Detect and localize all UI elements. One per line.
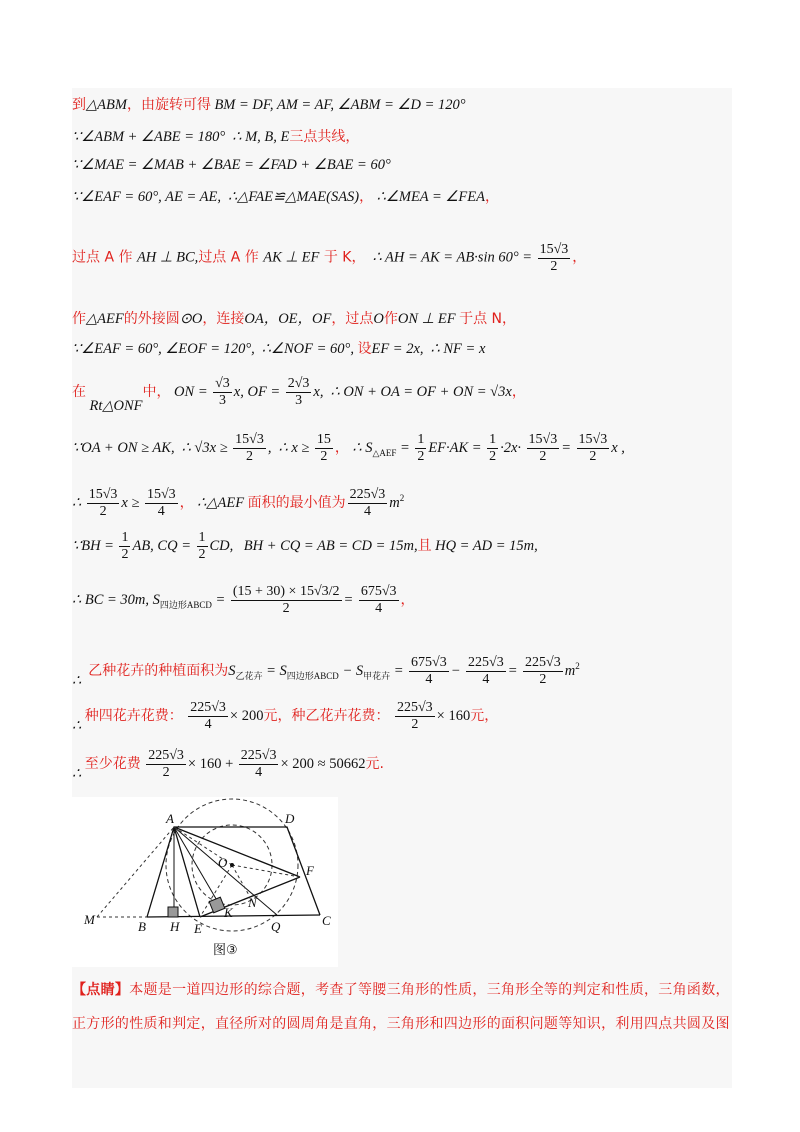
math: EF = 2x, <box>371 341 424 357</box>
fraction <box>538 242 571 275</box>
numerator: 15√3 <box>578 432 608 448</box>
text: 三点共线， <box>289 129 360 145</box>
fraction <box>527 432 560 465</box>
math: ·2x· <box>500 440 522 456</box>
solution-line-7 <box>72 340 485 359</box>
numerator: 1 <box>417 432 425 448</box>
fraction <box>213 376 232 409</box>
math: ON ⊥ EF <box>397 311 456 327</box>
numerator: 225√3 <box>240 748 277 764</box>
text: 元， <box>470 708 499 724</box>
numerator: 15√3 <box>88 487 118 503</box>
denominator: 2 <box>417 449 425 465</box>
math: ∴ <box>72 673 82 689</box>
text: 种四花卉花费： <box>84 708 183 724</box>
fraction <box>231 584 342 617</box>
solution-line-3 <box>72 156 391 175</box>
math: = S <box>262 663 287 679</box>
remark-tag: 【点睛】 <box>72 982 130 998</box>
subscript: 四边形ABCD <box>286 671 339 681</box>
denominator: 4 <box>363 504 371 520</box>
numerator: 1 <box>489 432 497 448</box>
text: ， <box>359 189 374 205</box>
solution-line-11 <box>72 528 538 565</box>
text: 面积的最小值为 <box>247 495 346 511</box>
math: ∵∠MAE = ∠MAB + ∠BAE = ∠FAD + ∠BAE = 60° <box>72 157 391 173</box>
fraction <box>577 432 610 465</box>
solution-line-4 <box>72 188 499 207</box>
math: S <box>228 663 236 679</box>
text: 中， <box>142 384 171 400</box>
fraction <box>415 432 426 465</box>
numerator: 15√3 <box>146 487 176 503</box>
text: 元，种乙花卉花费： <box>263 708 390 724</box>
solution-line-2 <box>72 128 359 147</box>
math: ∴ √3x ≥ <box>181 440 228 456</box>
math: Rt△ONF <box>89 398 143 414</box>
label-a: A <box>166 811 174 826</box>
text: 至少花费 <box>84 756 141 772</box>
numerator: 225√3 <box>525 655 561 671</box>
numerator: (15 + 30) × 15√3/2 <box>232 584 340 600</box>
numerator: 15√3 <box>235 432 264 448</box>
text: ，过点 <box>331 311 374 327</box>
fraction <box>315 432 333 465</box>
text: 乙种花卉的种植面积为 <box>88 663 229 679</box>
solution-line-1 <box>72 96 466 115</box>
right-angle-h <box>168 907 178 917</box>
segment-ma <box>97 827 174 917</box>
numerator: 225√3 <box>396 700 433 716</box>
math: AH ⊥ BC, <box>136 249 199 266</box>
segment-aq <box>174 827 277 915</box>
math: OA，OE，OF <box>244 311 332 327</box>
text: 且 <box>417 538 432 554</box>
numerator: 675√3 <box>360 584 397 600</box>
numerator: 675√3 <box>411 655 447 671</box>
label-b: B <box>138 919 146 934</box>
denominator: 2 <box>162 765 170 781</box>
text: 的外接圆 <box>123 311 180 327</box>
denominator: 2 <box>411 717 419 733</box>
label-q: Q <box>271 919 281 934</box>
numerator: 1 <box>121 530 129 546</box>
math: = <box>396 440 410 456</box>
math: x , <box>611 440 625 456</box>
remark-paragraph <box>72 973 732 1041</box>
math: ∴△FAE≌△MAE(SAS) <box>227 189 360 205</box>
solution-line-6 <box>72 310 516 329</box>
geometry-figure-svg <box>72 797 338 967</box>
numerator: 1 <box>198 530 206 546</box>
fraction <box>359 584 399 617</box>
label-k: K <box>224 905 233 920</box>
math: HQ = AD = 15m, <box>435 538 538 554</box>
text: ， <box>572 249 587 266</box>
math: ∴ <box>72 718 82 734</box>
solution-line-13 <box>72 648 580 694</box>
text: ， <box>511 384 526 400</box>
math: ∴ ON + OA = OF + ON = √3x <box>330 384 512 400</box>
point-o <box>230 863 234 867</box>
fraction <box>409 655 449 688</box>
fraction <box>119 530 130 563</box>
segment-ae <box>174 827 200 917</box>
math: × 160 <box>436 708 471 724</box>
superscript: 2 <box>575 661 580 671</box>
solution-line-12 <box>72 580 415 625</box>
solution-line-14 <box>72 698 498 735</box>
subscript: 四边形ABCD <box>159 600 212 610</box>
denominator: 2 <box>320 449 328 465</box>
math: ⊙O <box>179 311 203 327</box>
solution-line-8 <box>72 374 526 414</box>
denominator: 2 <box>550 259 558 274</box>
math: BM = DF, AM = AF, ∠ABM = ∠D = 120° <box>214 97 466 113</box>
text: 于 K， <box>319 249 366 266</box>
fraction <box>286 376 312 409</box>
math: ∴ AH = AK = AB·sin 60° = <box>372 249 533 266</box>
math: × 160 + <box>187 756 234 772</box>
segment-of <box>232 865 300 877</box>
denominator: 2 <box>589 449 597 465</box>
text: ， <box>400 592 415 608</box>
numerator: 225√3 <box>190 700 226 716</box>
denominator: 2 <box>489 449 497 465</box>
math: ∵BH = <box>72 538 114 554</box>
fraction <box>348 487 388 520</box>
math: AB, CQ = <box>132 538 191 554</box>
remark-text: 本题是一道四边形的综合题，考查了等腰三角形的性质，三角形全等的判定和性质，三角函数，正方形的性质和判定，直径所对的圆周角是直角，三角形和四边形的面积问题等知识，利用四点共圆及图 <box>72 982 730 1032</box>
math: EF·AK = <box>428 440 482 456</box>
numerator: √3 <box>215 376 230 392</box>
math: ∴ M, B, E <box>232 129 290 145</box>
math: − <box>450 663 461 679</box>
math: = <box>507 663 518 679</box>
label-h: H <box>170 919 180 934</box>
math: m <box>389 495 400 511</box>
text: 设 <box>357 341 372 357</box>
math: x, OF = <box>233 384 281 400</box>
superscript: 2 <box>399 493 405 503</box>
fraction <box>188 700 228 733</box>
label-o: O <box>218 855 228 870</box>
numerator: 225√3 <box>349 487 386 503</box>
fraction <box>87 487 120 520</box>
math: = <box>390 663 404 679</box>
denominator: 2 <box>121 547 129 563</box>
solution-line-9 <box>72 430 625 471</box>
fraction <box>145 487 178 520</box>
text: 到 <box>72 97 86 113</box>
math: × 200 ≈ 50662 <box>280 756 366 772</box>
text: 于点 N， <box>459 311 517 327</box>
math: ∵∠ABM + ∠ABE = 180° <box>72 129 226 145</box>
fraction <box>197 530 208 563</box>
label-c: C <box>322 913 331 928</box>
label-f: F <box>306 863 314 878</box>
fraction <box>233 432 266 465</box>
text: 过点 A 作 <box>72 249 137 266</box>
math: x, <box>313 384 324 400</box>
math: △AEF <box>86 311 124 327</box>
segment-ak <box>174 827 222 909</box>
denominator: 4 <box>482 672 490 688</box>
text: 元. <box>365 756 384 772</box>
numerator: 15√3 <box>528 432 558 448</box>
math: = <box>343 592 354 608</box>
denominator: 4 <box>375 601 383 617</box>
fraction <box>523 655 563 688</box>
denominator: 2 <box>246 449 253 465</box>
math: x ≥ <box>121 495 140 511</box>
solution-line-10 <box>72 480 404 522</box>
numerator: 225√3 <box>468 655 504 671</box>
numerator: 2√3 <box>287 376 310 392</box>
figure-caption: 图③ <box>213 943 238 958</box>
math: × 200 <box>229 708 264 724</box>
math: ∴ x ≥ <box>278 440 310 456</box>
text: ， <box>485 189 500 205</box>
math: ∴ S <box>352 440 373 456</box>
math: m <box>564 663 576 679</box>
fraction <box>146 748 186 781</box>
numerator: 15 <box>316 432 331 448</box>
denominator: 2 <box>539 672 547 688</box>
math: BH + CQ = AB = CD = 15m, <box>243 538 418 554</box>
text: 作 <box>383 311 398 327</box>
math: O <box>373 311 384 327</box>
math: ∴ NF = x <box>430 341 486 357</box>
denominator: 2 <box>198 547 206 563</box>
text: ， <box>334 440 349 456</box>
fraction <box>466 655 506 688</box>
fraction <box>395 700 435 733</box>
math: ∴ BC = 30m, S <box>72 592 160 608</box>
math: ∵∠EAF = 60°, ∠EOF = 120°, <box>72 341 255 357</box>
math: , <box>267 440 272 456</box>
fraction <box>239 748 279 781</box>
subscript: 乙花卉 <box>235 671 263 681</box>
denominator: 2 <box>99 504 107 520</box>
segment-on <box>232 865 250 897</box>
solution-line-5 <box>72 242 586 275</box>
solution-line-15 <box>72 746 384 783</box>
solution-page <box>72 88 732 1088</box>
subscript: 甲花卉 <box>363 671 391 681</box>
denominator: 2 <box>282 601 290 617</box>
math: = <box>211 592 226 608</box>
math: △ABM <box>86 97 127 113</box>
math: CD, <box>209 538 234 554</box>
label-e: E <box>194 921 202 936</box>
text: 在 <box>72 384 86 400</box>
denominator: 3 <box>218 393 226 409</box>
label-d: D <box>285 811 295 826</box>
math: ∵OA + ON ≥ AK, <box>72 440 175 456</box>
denominator: 4 <box>204 717 212 733</box>
denominator: 3 <box>295 393 303 409</box>
text: ， <box>179 495 194 511</box>
denominator: 4 <box>157 504 165 520</box>
numerator: 15√3 <box>539 242 569 257</box>
math: = <box>561 440 572 456</box>
text: ，由旋转可得 <box>126 97 211 113</box>
text: ，连接 <box>202 311 245 327</box>
math: ∴∠MEA = ∠FEA <box>376 189 486 205</box>
denominator: 4 <box>425 672 433 688</box>
math: ∴∠NOF = 60°, <box>261 341 354 357</box>
denominator: 4 <box>255 765 263 781</box>
text: 过点 A 作 <box>198 249 264 266</box>
math: ∴△AEF <box>197 495 245 511</box>
denominator: 2 <box>539 449 547 465</box>
label-n: N <box>248 895 257 910</box>
math: ∴ <box>72 495 82 511</box>
segment-af <box>174 827 300 877</box>
subscript: △AEF <box>372 448 397 458</box>
label-m: M <box>84 912 95 927</box>
math: ∵∠EAF = 60°, AE = AE, <box>72 189 221 205</box>
fraction <box>487 432 498 465</box>
text: 作 <box>72 311 86 327</box>
math: ∴ <box>72 766 82 782</box>
geometry-figure <box>72 797 338 967</box>
numerator: 225√3 <box>148 748 184 764</box>
math: − S <box>338 663 364 679</box>
math: ON = <box>174 384 208 400</box>
math: AK ⊥ EF <box>263 249 320 266</box>
